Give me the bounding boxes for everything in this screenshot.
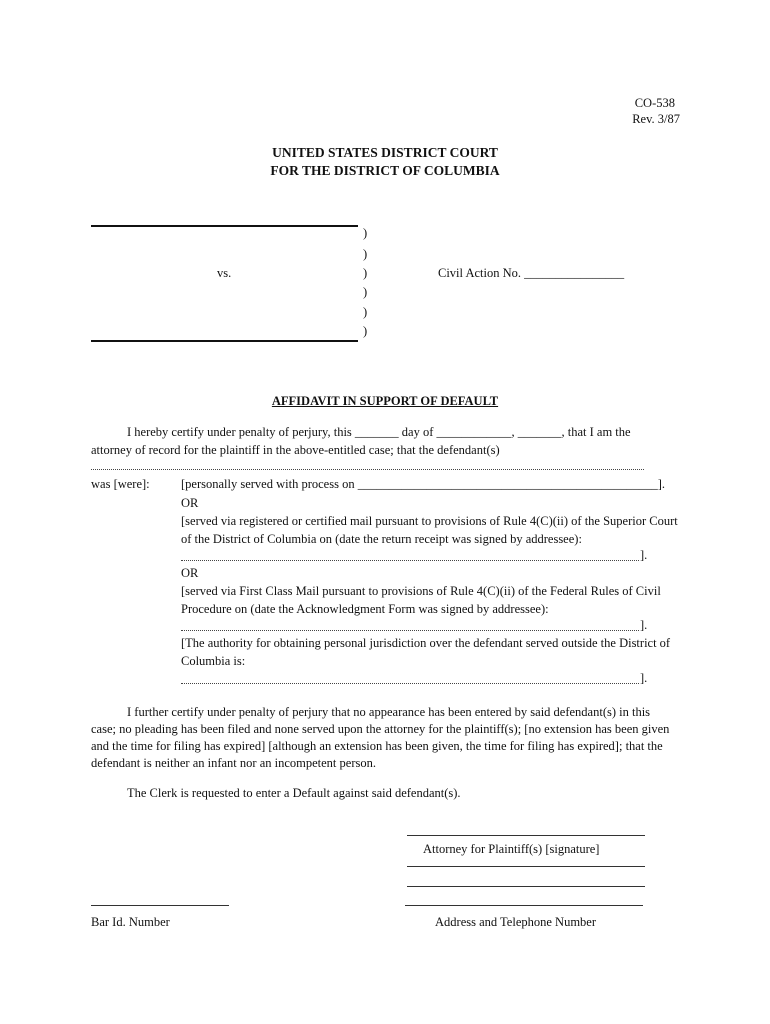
versus-label: vs. xyxy=(217,266,232,280)
caption-paren: ) xyxy=(363,324,368,338)
bar-id-label: Bar Id. Number xyxy=(91,915,170,929)
personal-service-option[interactable]: [personally served with process on ________________________________________________]. xyxy=(181,477,665,491)
court-district: FOR THE DISTRICT OF COLUMBIA xyxy=(270,163,500,178)
first-class-mail-option[interactable]: [served via First Class Mail pursuant to provisions of Rule 4(C)(ii) of the Federal Rules of Civil xyxy=(181,584,661,598)
jurisdiction-text: Columbia is: xyxy=(181,654,246,668)
defendant-line[interactable] xyxy=(91,340,358,342)
clerk-request: The Clerk is requested to enter a Default against said defendant(s). xyxy=(127,786,461,800)
attorney-signature-field[interactable] xyxy=(407,835,645,836)
return-receipt-date-field[interactable] xyxy=(181,560,639,561)
bar-id-field[interactable] xyxy=(91,905,229,906)
or-label: OR xyxy=(181,496,199,510)
caption-paren: ) xyxy=(363,305,368,319)
bracket-close: ]. xyxy=(640,618,648,632)
caption-paren: ) xyxy=(363,226,368,240)
certify-line-1: I hereby certify under penalty of perjury, this _______ day of ____________, _______, that I am the xyxy=(127,425,631,439)
further-certify-line-2: case; no pleading has been filed and none served upon the attorney for the plaintiff(s); [no extension has been given xyxy=(91,722,670,736)
defendant-name-field[interactable] xyxy=(91,469,644,470)
attorney-signature-label: Attorney for Plaintiff(s) [signature] xyxy=(423,842,600,856)
caption-paren: ) xyxy=(363,285,368,299)
bracket-close: ]. xyxy=(640,548,648,562)
form-revision: Rev. 3/87 xyxy=(632,112,680,126)
acknowledgment-date-field[interactable] xyxy=(181,630,639,631)
caption-paren: ) xyxy=(363,266,368,280)
jurisdiction-option[interactable]: [The authority for obtaining personal jurisdiction over the defendant served outside the District of xyxy=(181,636,671,650)
first-class-mail-text: Procedure on (date the Acknowledgment Form was signed by addressee): xyxy=(181,602,549,616)
was-were-label: was [were]: xyxy=(91,477,150,491)
further-certify-line-1: I further certify under penalty of perjury that no appearance has been entered by said defendant(s) in this xyxy=(127,705,651,719)
plaintiff-line[interactable] xyxy=(91,225,358,227)
form-number: CO-538 xyxy=(634,96,675,110)
further-certify-line-3: and the time for filing has expired] [although an extension has been given, the time for filing has expired]; that the xyxy=(91,739,663,753)
address-telephone-label: Address and Telephone Number xyxy=(435,915,597,929)
certify-line-2: attorney of record for the plaintiff in the above-entitled case; that the defendant(s) xyxy=(91,443,500,457)
further-certify-line-4: defendant is neither an infant nor an incompetent person. xyxy=(91,756,376,770)
caption-paren: ) xyxy=(363,247,368,261)
or-label: OR xyxy=(181,566,199,580)
civil-action-field[interactable]: Civil Action No. ________________ xyxy=(438,266,625,280)
court-name: UNITED STATES DISTRICT COURT xyxy=(272,145,498,160)
attorney-name-field[interactable] xyxy=(407,866,645,867)
bracket-close: ]. xyxy=(640,671,648,685)
address-telephone-field[interactable] xyxy=(405,905,643,906)
registered-mail-option[interactable]: [served via registered or certified mail pursuant to provisions of Rule 4(C)(ii) of the Superior Court xyxy=(181,514,678,528)
affidavit-heading: AFFIDAVIT IN SUPPORT OF DEFAULT xyxy=(271,394,499,408)
jurisdiction-field[interactable] xyxy=(181,683,639,684)
registered-mail-text: of the District of Columbia on (date the return receipt was signed by addressee): xyxy=(181,532,582,546)
attorney-address-field[interactable] xyxy=(407,886,645,887)
